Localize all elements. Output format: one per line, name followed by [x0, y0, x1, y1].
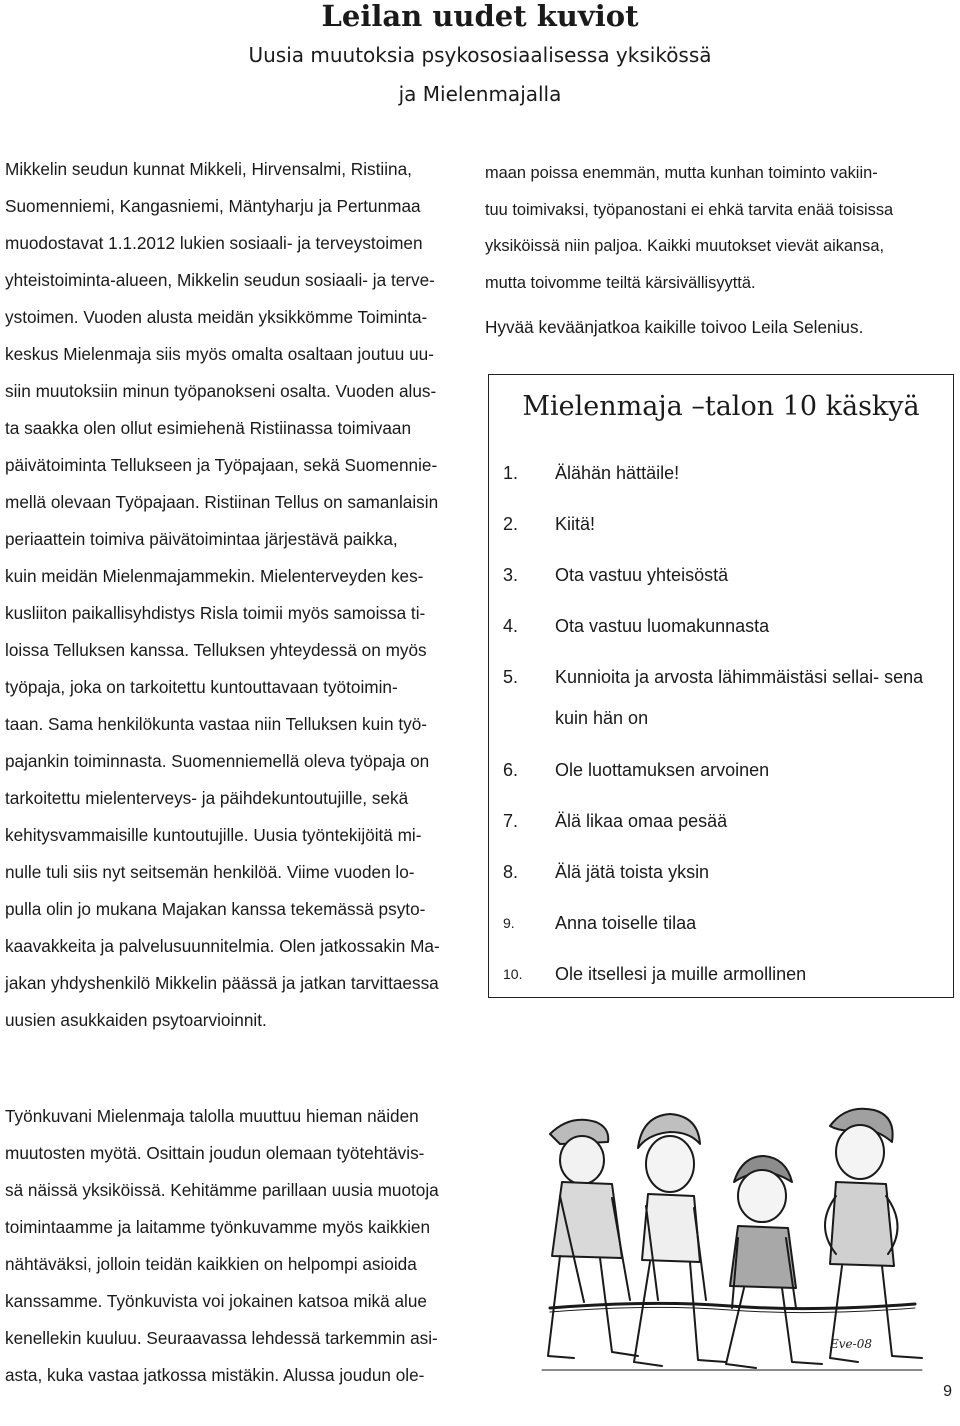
item-text: Ota vastuu luomakunnasta [555, 616, 770, 636]
item-text: Kunnioita ja arvosta lähimmäistäsi sellai- sena kuin hän on [555, 667, 924, 728]
left-text-column [5, 151, 440, 1039]
closing-greeting: Hyvää keväänjatkoa kaikille toivoo Leila Selenius. [485, 317, 864, 337]
text-line: asta, kuka vastaa jatkossa mistäkin. Alussa joudun ole- [5, 1365, 425, 1385]
tug-of-war-illustration [530, 1086, 930, 1386]
commandments-title: Mielenmaja –talon 10 käskyä [522, 391, 920, 422]
right-text-column [485, 155, 893, 346]
item-number: 5. [503, 667, 519, 687]
text-line: taan. Sama henkilökunta vastaa niin Telluksen kuin työ- [5, 714, 427, 734]
text-line: nähtäväksi, jolloin teidän kaikkien on helpompi asioida [5, 1254, 417, 1274]
text-line: sä näissä yksiköissä. Kehitämme parillaan uusia muotoja [5, 1180, 439, 1200]
list-item [503, 555, 943, 606]
item-text: Ota vastuu yhteisöstä [555, 565, 729, 585]
list-item [503, 657, 943, 750]
artist-signature: Eve-08 [830, 1337, 872, 1351]
list-item [503, 903, 943, 954]
text-line: maan poissa enemmän, mutta kunhan toiminto vakiin- [485, 164, 878, 182]
text-line: siin muutoksiin minun työpanokseni osalta. Vuoden alus- [5, 381, 437, 401]
list-item [503, 750, 943, 801]
text-line: päivätoiminta Tellukseen ja Työpajaan, sekä Suomennie- [5, 455, 438, 475]
text-line: muutosten myötä. Osittain joudun olemaan työtehtävis- [5, 1143, 425, 1163]
bottom-text-column [5, 1098, 439, 1394]
list-item [503, 852, 943, 903]
text-line: kuin meidän Mielenmajammekin. Mielenterveyden kes- [5, 566, 424, 586]
text-line: kaavakkeita ja palvelusuunnitelmia. Olen jatkossakin Ma- [5, 936, 440, 956]
text-line: tarkoitettu mielenterveys- ja päihdekuntoutujille, sekä [5, 788, 409, 808]
text-line: periaattein toimiva päivätoimintaa järjestävä paikka, [5, 529, 398, 549]
item-number: 10. [503, 966, 523, 982]
text-line: Suomenniemi, Kangasniemi, Mäntyharju ja Pertunmaa [5, 196, 421, 216]
text-line: loissa Telluksen kanssa. Telluksen yhteydessä on myös [5, 640, 427, 660]
text-line: Työnkuvani Mielenmaja talolla muuttuu hieman näiden [5, 1106, 419, 1126]
text-line: pajankin toiminnasta. Suomenniemellä oleva työpaja on [5, 751, 430, 771]
list-item [503, 453, 943, 504]
item-text: Ole luottamuksen arvoinen [555, 760, 770, 780]
item-text: Ole itsellesi ja muille armollinen [555, 964, 807, 984]
list-item [503, 606, 943, 657]
text-line: tuu toimivaksi, työpanostani ei ehkä tarvita enää toisissa [485, 200, 894, 219]
article-title: Leilan uudet kuviot [321, 0, 639, 33]
text-line: mellä olevaan Työpajaan. Ristiinan Tellus on samanlaisin [5, 492, 439, 512]
list-item [503, 504, 943, 555]
text-line: ystoimen. Vuoden alusta meidän yksikkömme Toiminta- [5, 307, 428, 327]
text-line: muodostavat 1.1.2012 lukien sosiaali- ja terveystoimen [5, 233, 423, 253]
list-item [503, 954, 943, 1005]
page-number: 9 [943, 1383, 952, 1400]
item-number: 1. [503, 463, 519, 483]
item-text: Kiitä! [555, 514, 596, 534]
item-text: Älä likaa omaa pesää [555, 811, 728, 831]
text-line: kenellekin kuuluu. Seuraavassa lehdessä tarkemmin asi- [5, 1328, 438, 1348]
item-text: Älähän hättäile! [555, 463, 680, 483]
text-line: pulla olin jo mukana Majakan kanssa tekemässä psyto- [5, 899, 426, 919]
item-number: 3. [503, 565, 519, 585]
item-number: 4. [503, 616, 519, 636]
text-line: kehitysvammaisille kuntoutujille. Uusia työntekijöitä mi- [5, 825, 422, 845]
item-text: Älä jätä toista yksin [555, 862, 710, 882]
text-line: Mikkelin seudun kunnat Mikkeli, Hirvensalmi, Ristiina, [5, 159, 412, 179]
text-line: ta saakka olen ollut esimiehenä Ristiinassa toimivaan [5, 418, 412, 438]
article-subtitle-line-1: Uusia muutoksia psykososiaalisessa yksikössä [248, 43, 712, 67]
item-number: 8. [503, 862, 519, 882]
text-line: keskus Mielenmaja siis myös omalta osaltaan joutuu uu- [5, 344, 434, 364]
commandments-box [488, 374, 954, 998]
text-line: kanssamme. Työnkuvista voi jokainen katsoa mikä alue [5, 1291, 427, 1311]
text-line: toimintaamme ja laitamme työnkuvamme myös kaikkien [5, 1217, 431, 1237]
text-line: yhteistoiminta-alueen, Mikkelin seudun sosiaali- ja terve- [5, 270, 435, 290]
commandments-list [503, 453, 943, 1005]
list-item [503, 801, 943, 852]
text-line: kusliiton paikallisyhdistys Risla toimii myös samoissa ti- [5, 603, 426, 623]
text-line: mutta toivomme teiltä kärsivällisyyttä. [485, 273, 756, 292]
item-number: 9. [503, 915, 515, 931]
item-number: 7. [503, 811, 519, 831]
item-text: Anna toiselle tilaa [555, 913, 697, 933]
text-line: uusien asukkaiden psytoarvioinnit. [5, 1010, 267, 1030]
text-line: nulle tuli siis nyt seitsemän henkilöä. Viime vuoden lo- [5, 862, 415, 882]
item-number: 6. [503, 760, 519, 780]
article-subtitle-line-2: ja Mielenmajalla [398, 82, 562, 106]
text-line: jakan yhdyshenkilö Mikkelin päässä ja jatkan tarvittaessa [5, 973, 439, 993]
text-line: yksiköissä niin paljoa. Kaikki muutokset vievät aikansa, [485, 237, 885, 255]
text-line: työpaja, joka on tarkoitettu kuntouttavaan työtoimin- [5, 677, 398, 697]
item-number: 2. [503, 514, 519, 534]
